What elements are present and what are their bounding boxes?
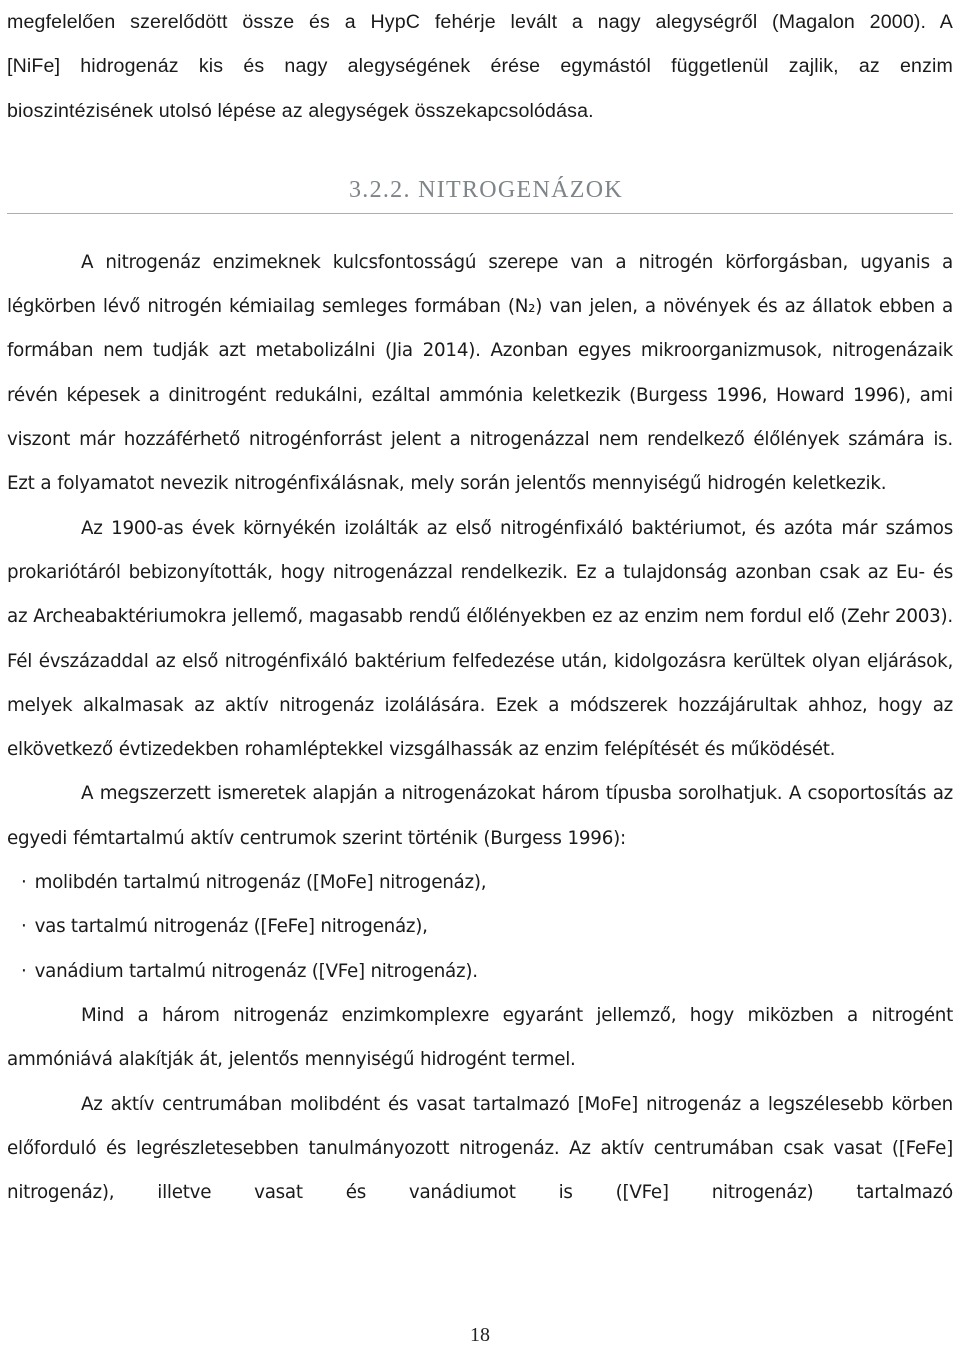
section-heading: 3.2.2. NITROGENÁZOK [348,176,623,203]
nitrogenase-type-list [7,861,953,994]
document-page [7,0,953,1215]
list-item-text: vas tartalmú nitrogenáz ([FeFe] nitrogenáz), [34,916,428,938]
body-paragraph: A nitrogenáz enzimeknek kulcsfontosságú szerepe van a nitrogén körforgásban, ugyanis a légkörben lévő nitrogén kémiailag semleges formában (N₂) van jelen, a növények és az állatok ebben a formában nem tudják azt metabolizálni (Jia 2014). Azonban egyes mikroorganizmusok, nitrogenázaik révén képesek a dinitrogént redukálni, ezáltal ammónia keletkezik (Burgess 1996, Howard 1996), ami viszont már hozzáférhető nitrogénforrást jelent a nitrogenázzal nem rendelkező élőlények számára is. Ezt a folyamatot nevezik nitrogénfixálásnak, mely során jelentős mennyiségű hidrogén keletkezik. [7,251,953,495]
heading-rule [7,213,953,214]
list-item-text: vanádium tartalmú nitrogenáz ([VFe] nitrogenáz). [34,960,478,982]
list-item-text: molibdén tartalmú nitrogenáz ([MoFe] nitrogenáz), [34,872,487,894]
section-heading-block [7,177,953,233]
bullet-glyph: · [21,960,27,982]
page-number: 18 [470,1324,490,1346]
list-item [7,905,953,949]
body-paragraph: Mind a három nitrogenáz enzimkomplexre egyaránt jellemző, hogy miközben a nitrogént ammóniává alakítják át, jelentős mennyiségű hidrogént termel. [7,1004,953,1071]
list-item [7,950,953,994]
list-item [7,861,953,905]
body-paragraph: Az 1900-as évek környékén izolálták az első nitrogénfixáló baktériumot, és azóta már számos prokariótáról bebizonyították, hogy nitrogenázzal rendelkezik. Ez a tulajdonság azonban csak az Eu- és az Archeabaktériumokra jellemő, magasabb rendű élőlényekben ez az enzim nem fordul elő (Zehr 2003). Fél évszázaddal az első nitrogénfixáló baktérium felfedezése után, kidolgozásra kerültek olyan eljárások, melyek alkalmasak az aktív nitrogenáz izolálására. Ezek a módszerek hozzájárultak ahhoz, hogy az elkövetkező évtizedekben rohamléptekkel vizsgálhassák az enzim felépítését és működését. [7,517,953,761]
bullet-glyph: · [21,916,27,938]
intro-line: megfelelően szerelődött össze és a HypC fehérje levált a nagy alegységről (Magalon 2000). A [7,11,953,33]
intro-paragraph [7,0,953,133]
intro-line: [NiFe] hidrogenáz kis és nagy alegységének érése egymástól függetlenül zajlik, az enzim [7,55,953,78]
body-paragraph: Az aktív centrumában molibdént és vasat tartalmazó [MoFe] nitrogenáz a legszélesebb körben előforduló és legrészletesebben tanulmányozott nitrogenáz. Az aktív centrumában csak vasat ([FeFe] nitrogenáz), illetve vasat és vanádiumot is ([VFe] nitrogenáz) tartalmazó [7,1093,953,1204]
body-paragraph: A megszerzett ismeretek alapján a nitrogenázokat három típusba sorolhatjuk. A csoportosítás az egyedi fémtartalmú aktív centrumok szerint történik (Burgess 1996): [7,783,953,849]
bullet-glyph: · [21,872,27,894]
intro-line: bioszintézisének utolsó lépése az alegységek összekapcsolódása. [7,99,594,122]
